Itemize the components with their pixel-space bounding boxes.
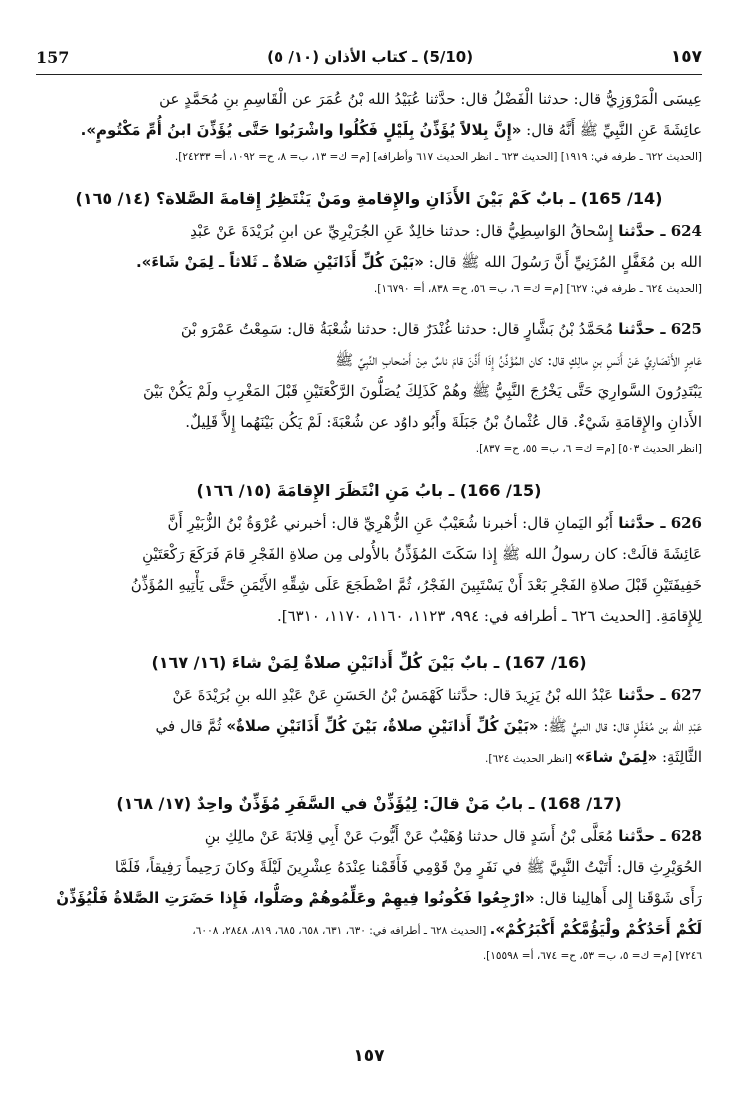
page-number-latin: 157 — [36, 47, 70, 67]
prophetic-quote: «ارْجِعُوا فَكُونُوا فِيهِمْ وعَلِّمُوهُمْ وصَلُّوا، فَإِذا حَضَرَتِ الصَّلاةُ فَلْيُؤَذِّنْ — [56, 889, 535, 907]
text-line: الأَذانِ والإِقامَةِ شَيْءٌ. قال عُثْمانُ بْنُ جَبَلَةَ وأَبُو داوُد عن شُعْبَةَ: لَمْ يَكُن بَيْنَهُما إِلاَّ قَلِيلٌ. — [185, 413, 702, 431]
haddathana-label: ـ حدَّثنا — [613, 514, 671, 532]
haddathana-label: ـ حدَّثنا — [613, 686, 671, 704]
haddathana-label: ـ حدَّثنا — [613, 320, 671, 338]
text-span: الثَّالِثَةِ: — [657, 748, 702, 766]
text-line: خَفِيفَتَيْنِ قَبْلَ صلاةِ الفَجْرِ بَعْدَ أَنْ يَسْتَبِينَ الفَجْرُ، ثُمَّ اضْطَجَعَ عَلَى شِقِّهِ الأَيْمَنِ حَتَّى يَأْتِيهِ المُؤَذِّنُ — [130, 576, 702, 594]
text-line: يَبْتَدِرُونَ السَّوارِيَ حَتَّى يَخْرُجَ النَّبِيُّ ﷺ وهُمْ كَذَلِكَ يُصَلُّونَ الرَّكْعَتَيْنِ قَبْلَ المَغْرِبِ ولَمْ يَكُنْ بَيْنَ — [143, 382, 702, 400]
hadith-number: 624 — [670, 222, 702, 240]
text-span: إِسْحاقُ الوَاسِطِيُّ قال: حدثنا خالِدٌ عَنِ الجُرَيْرِيِّ عن ابنِ بُرَيْدَةَ عَنْ عَبْدِ — [190, 222, 614, 240]
text-line: عَامِرٍ الأَنْصَارِيَّ عَنْ أَنَسِ بنِ مالِكٍ قال: كان المُؤَذِّنُ إِذَا أَذَّنَ قامَ ناسٌ مِنْ أَصْحابِ النَّبِيِّ ﷺ — [335, 351, 702, 369]
page-number-arabic: ١٥٧ — [670, 47, 702, 67]
reference-note: [الحديث ٦٢٢ ـ طرفه في: ١٩١٩] [الحديث ٦٢٣ ـ انظر الحديث ٦١٧ وأطرافه] [م= ك= ١٣، ب= ٨، ح= ١٠٩٢، أ= ٢٤٢٣٣]. — [174, 151, 702, 163]
reference-note: [انظر الحديث ٥٠٣] [م= ك= ٦، ب= ٥٥، ح= ٨٣٧]. — [475, 443, 702, 455]
text-line — [36, 680, 702, 711]
haddathana-label: ـ حدَّثنا — [613, 827, 671, 845]
hadith-number: 625 — [670, 320, 702, 338]
text-line — [36, 508, 702, 539]
reference-note: [انظر الحديث ٦٢٤]. — [485, 753, 576, 765]
text-span: عائِشَةَ عَنِ النَّبِيِّ ﷺ أَنَّهُ قال: — [521, 121, 702, 139]
chapter-heading: (15/ 166) ـ بابُ مَنِ انْتَظَرَ الإِقامَةَ (١٥/ ١٦٦) — [196, 481, 542, 500]
haddathana-label: ـ حدَّثنا — [613, 222, 671, 240]
text-line: عِيسَى الْمَرْوَزِيُّ قال: حدثنا الْفَضْلُ قال: حدَّثنا عُبَيْدُ الله بْنُ عُمَرَ عن الْقَاسِمِ بنِ مُحَمَّدٍ عن — [159, 90, 702, 108]
hadith-number: 628 — [670, 827, 702, 845]
hadith-number: 627 — [670, 686, 702, 704]
text-line — [36, 742, 702, 773]
hadith-number: 626 — [670, 514, 702, 532]
text-span: عَبْدُ الله بْنُ يَزِيدَ قال: حدَّثنا كَهْمَسُ بْنُ الحَسَنِ عَنْ عَبْدِ الله بنِ بُرَيْدَةَ عَنْ — [172, 686, 614, 704]
text-line — [36, 711, 702, 742]
text-span: الله بن مُغَفَّلٍ المُزَنِيِّ أَنَّ رَسُولَ الله ﷺ قال: — [423, 253, 702, 271]
text-line — [36, 883, 702, 914]
page-header — [36, 40, 702, 75]
text-span: مُعَلَّى بْنُ أَسَدٍ قال حدثنا وُهَيْبٌ عَنْ أَيُّوبَ عَنْ أَبِي قِلابَةَ عَنْ مالِكِ بنِ — [204, 827, 614, 845]
text-span: رَأَى شَوْقَنا إِلى أَهالِينا قال: — [534, 889, 702, 907]
chapter-heading: (14/ 165) ـ بابٌ كَمْ بَيْنَ الأَذَانِ والإِقامةِ ومَنْ يَنْتَظِرُ إِقامةَ الصَّلاة؟ (١٤/ ١٦٥) — [75, 189, 663, 208]
chapter-heading: (17/ 168) ـ بابُ مَنْ قالَ: لِيُؤَذِّنْ في السَّفَرِ مُؤَذِّنٌ واحِدٌ (١٧/ ١٦٨) — [116, 794, 622, 813]
text-span: عَبْدِ الله بن مُغَفَّلٍ قال: قال النبيُّ ﷺ: — [538, 717, 702, 735]
text-line — [36, 216, 702, 247]
text-line — [36, 914, 702, 945]
page-body — [36, 84, 702, 967]
text-line: لِلإِقامَةِ. [الحديث ٦٢٦ ـ أطرافه في: ٩٩٤، ١١٢٣، ١١٦٠، ١١٧٠، ٦٣١٠]. — [276, 607, 702, 625]
text-line: الحُوَيْرِثِ قال: أَتَيْتُ النَّبِيَّ ﷺ في نَفَرٍ مِنْ قَوْمِي فَأَقَمْنا عِنْدَهُ عِشْرِينَ لَيْلَةً وكانَ رَحِيماً رَفِيقاً، فَلَمَّا — [114, 858, 702, 876]
text-line — [36, 115, 702, 146]
text-line — [36, 247, 702, 278]
text-line — [36, 821, 702, 852]
prophetic-quote: «بَيْنَ كُلِّ أَذانَيْنِ صلاةٌ، بَيْنَ كُلِّ أَذَانَيْنِ صلاةٌ» — [226, 717, 539, 735]
text-span: ثُمَّ قال في — [155, 717, 227, 735]
prophetic-quote: «لِمَنْ شاءَ» — [575, 748, 658, 766]
running-title: (5/10) ـ كتاب الأذان (١٠/ ٥) — [267, 48, 474, 66]
prophetic-quote: لَكُمْ أَحَدُكُمْ ولْيَؤُمَّكُمْ أَكْبَرُكُمْ». — [489, 920, 702, 938]
chapter-heading: (16/ 167) ـ بابٌ بَيْنَ كُلِّ أَذانَيْنِ صلاةٌ لِمَنْ شاءَ (١٦/ ١٦٧) — [151, 653, 587, 672]
text-line — [36, 314, 702, 345]
prophetic-quote: «بَيْنَ كُلِّ أَذَانَيْنِ صَلاةٌ ـ ثَلاثاً ـ لِمَنْ شَاءَ». — [135, 253, 424, 271]
text-span: أَبُو اليَمانِ قال: أخبرنا شُعَيْبٌ عَنِ الزُّهْرِيِّ قال: أخبرني عُرْوَةُ بْنُ الزُّبَيْرِ أَنَّ — [167, 514, 614, 532]
prophetic-quote: «إِنَّ بِلالاً يُؤَذِّنُ بِلَيْلٍ فَكُلُوا واشْرَبُوا حَتَّى يُؤَذِّنَ ابنُ أُمِّ مَكْتُومٍ». — [80, 121, 522, 139]
text-line: عَائِشَةَ قالَتْ: كان رسولُ الله ﷺ إِذا سَكَتَ المُؤَذِّنُ بالأُولى مِن صلاةِ الفَجْرِ قامَ فَرَكَعَ رَكْعَتَيْنِ — [142, 545, 702, 563]
page-footer-number: ١٥٧ — [353, 1046, 385, 1066]
reference-note: [الحديث ٦٢٤ ـ طرفه في: ٦٢٧] [م= ك= ٦، ب= ٥٦، ح= ٨٣٨، أ= ١٦٧٩٠]. — [373, 283, 702, 295]
text-span: مُحَمَّدُ بْنُ بَشَّارٍ قال: حدثنا غُنْدَرٌ قال: حدثنا شُعْبَةُ قال: سَمِعْتُ عَمْرَو بْنَ — [180, 320, 614, 338]
reference-note: ٧٢٤٦] [م= ك= ٥، ب= ٥٣، ح= ٦٧٤، أ= ١٥٥٩٨]. — [482, 950, 702, 962]
reference-note: [الحديث ٦٢٨ ـ أطرافه في: ٦٣٠، ٦٣١، ٦٥٨، ٦٨٥، ٨١٩، ٢٨٤٨، ٦٠٠٨، — [192, 925, 490, 937]
